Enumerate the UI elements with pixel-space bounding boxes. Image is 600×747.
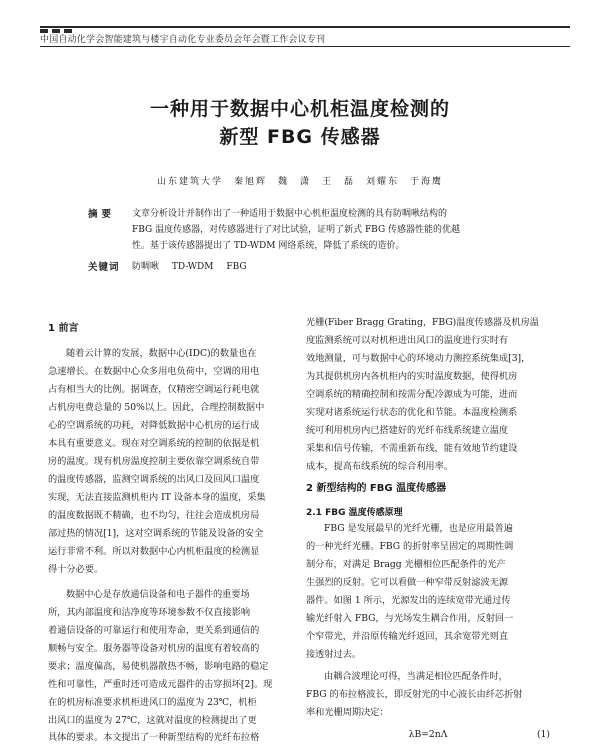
body-line: 的温度数据既不精确，也不均匀，往往会造成机房局 xyxy=(48,510,260,521)
body-line: 由耦合波理论可得，当满足相位匹配条件时， xyxy=(324,671,508,682)
article-title-line-1: 一种用于数据中心机柜温度检测的 xyxy=(149,98,450,120)
header-decoration xyxy=(40,18,80,24)
abstract-label: 摘要 xyxy=(88,209,116,220)
body-line: FBG 的布拉格波长，即反射光的中心波长由纤芯折射 xyxy=(306,689,523,700)
body-line: 着通信设备的可靠运行和使用寿命，更关系到通信的 xyxy=(48,625,260,636)
body-line: 顺畅与安全。服务器等设备对机房的温度有着较高的 xyxy=(48,643,260,654)
body-line: 制分布，对满足 Bragg 光栅相位匹配条件的光产 xyxy=(306,559,506,570)
subsection-heading-2-1: 2.1 FBG 温度传感原理 xyxy=(306,508,403,518)
body-line: 具体的要求。本文提出了一种新型结构的光纤布拉格 xyxy=(48,732,260,743)
body-line: 本具有重要意义。现在对空调系统的控制的依据是机 xyxy=(48,438,260,449)
body-line: 实现，无法直接监测机柜内 IT 设备本身的温度，采集 xyxy=(48,492,266,503)
body-line: 出风口的温度为 27℃，这就对温度的检测提出了更 xyxy=(48,715,257,726)
body-line: 性和可靠性，严重时还可造成元器件的击穿损坏[2]。现 xyxy=(48,679,273,690)
body-line: 急速增长。在数据中心众多用电负荷中，空调的用电 xyxy=(48,366,260,377)
author-list: 山东建筑大学 秦旭辉 魏 潇 王 磊 刘耀东 于海鹰 xyxy=(156,177,443,187)
body-line: 在的机房标准要求机柜进风口的温度为 23℃，机柜 xyxy=(48,697,257,708)
body-line: 所，其内部温度和洁净度等环境参数不仅直接影响 xyxy=(48,607,251,618)
body-line: 占有相当大的比例。据调查，仅精密空调运行耗电就 xyxy=(48,384,260,395)
body-line: 实现对诸系统运行状态的优化和节能。本温度检测系 xyxy=(306,407,518,418)
body-line: 生强烈的反射。它可以看做一种窄带反射滤波无源 xyxy=(306,577,509,588)
abstract-body xyxy=(132,206,542,254)
body-line: 器件。如图 1 所示，光源发出的连续宽带光通过传 xyxy=(306,595,511,606)
equation-number: (1) xyxy=(536,729,550,740)
article-title-line-2: 新型 FBG 传感器 xyxy=(219,126,381,148)
keywords-list: 防啁啾 TD-WDM FBG xyxy=(132,262,247,272)
abstract-line: 性。基于该传感器提出了 TD-WDM 网络系统，降低了系统的造价。 xyxy=(132,241,405,251)
header-rule-bottom xyxy=(40,46,570,47)
body-line: 数据中心是存放通信设备和电子器件的重要场 xyxy=(66,589,250,600)
body-line: 随着云计算的发展，数据中心(IDC)的数量也在 xyxy=(66,348,257,359)
body-line: FBG 是发展最早的光纤光栅，也是应用最普遍 xyxy=(324,523,513,534)
equation-1 xyxy=(306,728,550,742)
section-heading-1: 1 前言 xyxy=(48,323,79,334)
header-rule-top xyxy=(40,26,570,28)
body-line: 房的温度。现有机房温度控制主要依靠空调系统自带 xyxy=(48,456,260,467)
body-line: 光栅(Fiber Bragg Grating，FBG)温度传感器及机房温 xyxy=(306,317,539,328)
keywords-label: 关键词 xyxy=(88,262,120,273)
body-line: 采集和信号传输，不需重新布线，能有效地节约建设 xyxy=(306,443,518,454)
body-line: 心的空调系统的功耗，对降低数据中心机房的运行成 xyxy=(48,420,260,431)
body-line: 要求；温度偏高，易使机器散热不畅，影响电路的稳定 xyxy=(48,661,269,672)
body-line: 部过热的情况[1]，这对空调系统的节能及设备的安全 xyxy=(48,528,264,539)
body-line: 个窄带光，并沿原传输光纤返回，其余宽带光则直 xyxy=(306,631,509,642)
body-line: 效地测量，可与数据中心的环境动力测控系统集成[3]， xyxy=(306,353,531,364)
abstract-line: 文章分析设计并制作出了一种适用于数据中心机柜温度检测的具有防啁啾结构的 xyxy=(132,209,448,219)
section-heading-2: 2 新型结构的 FBG 温度传感器 xyxy=(306,483,447,494)
body-line: 占机房电费总量的 50%以上。因此，合理控制数据中 xyxy=(48,402,265,413)
equation-expression: λB=2nΛ xyxy=(408,729,448,740)
abstract-line: FBG 温度传感器，对传感器进行了对比试验，证明了新式 FBG 传感器性能的优越 xyxy=(132,225,461,235)
body-line: 成本，提高布线系统的综合利用率。 xyxy=(306,461,453,472)
body-line: 的一种光纤光栅。FBG 的折射率呈固定的周期性调 xyxy=(306,541,514,552)
body-line: 得十分必要。 xyxy=(48,564,104,575)
body-line: 为其提供机房内各机柜内的实时温度数据，使得机房 xyxy=(306,371,518,382)
body-line: 统可利用机房内已搭建好的光纤布线系统建立温度 xyxy=(306,425,509,436)
body-line: 接透射过去。 xyxy=(306,649,362,660)
body-line: 输光纤射入 FBG，与光场发生耦合作用，反射回一 xyxy=(306,613,514,624)
body-line: 的温度传感器，监测空调系统的出风口及回风口温度 xyxy=(48,474,260,485)
body-line: 度监测系统可以对机柜进出风口的温度进行实时有 xyxy=(306,335,509,346)
body-line: 空调系统的精确控制和按需分配冷源成为可能，进而 xyxy=(306,389,518,400)
body-line: 率和光栅周期决定： xyxy=(306,707,389,718)
body-line: 运行非常不利。所以对数据中心内机柜温度的检测显 xyxy=(48,546,260,557)
running-header: 中国自动化学会智能建筑与楼宇自动化专业委员会年会暨工作会议专刊 xyxy=(40,35,326,45)
